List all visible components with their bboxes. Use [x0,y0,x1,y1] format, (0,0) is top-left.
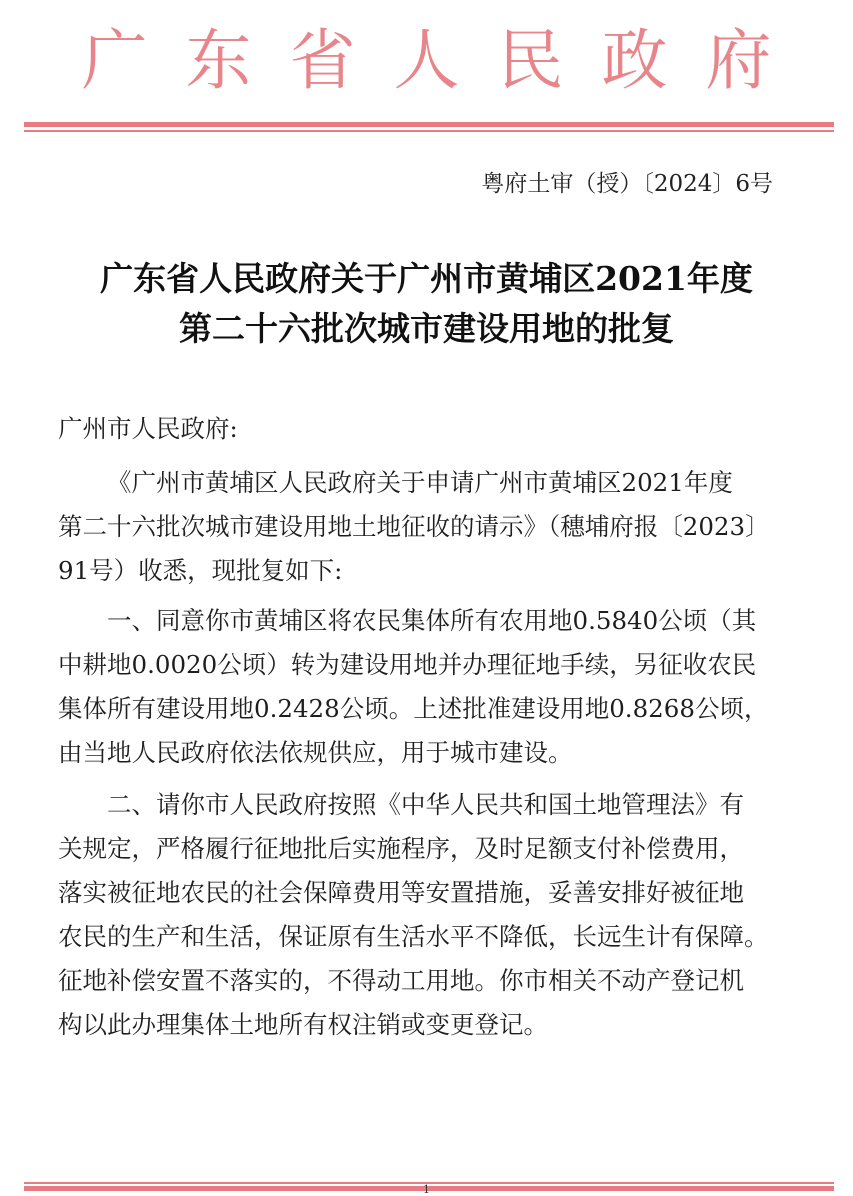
body-line: 由当地人民政府依法依规供应，用于城市建设。 [58,738,573,767]
document-title-line-2: 第二十六批次城市建设用地的批复 [179,309,674,348]
body-line: 关规定，严格履行征地批后实施程序，及时足额支付补偿费用， [58,834,744,863]
document-body [58,407,798,1047]
document-number: 粤府土审（授）〔2024〕6号 [481,171,773,197]
body-line: 农民的生产和生活，保证原有生活水平不降低，长远生计有保障。 [58,922,769,951]
body-line: 征地补偿安置不落实的，不得动工用地。你市相关不动产登记机 [58,966,744,995]
body-line: 二、请你市人民政府按照《中华人民共和国土地管理法》有 [107,790,744,819]
body-line: 落实被征地农民的社会保障费用等安置措施，妥善安排好被征地 [58,878,744,907]
body-line: 一、同意你市黄埔区将农民集体所有农用地0.5840公顷（其 [107,606,757,635]
header-rule-thick [24,122,834,127]
document-title-line-1: 广东省人民政府关于广州市黄埔区2021年度 [100,259,753,298]
body-line: 集体所有建设用地0.2428公顷。上述批准建设用地0.8268公顷， [58,694,769,723]
body-line: 91号）收悉，现批复如下: [58,556,343,585]
header-rule-thin [24,130,834,132]
body-line: 《广州市黄埔区人民政府关于申请广州市黄埔区2021年度 [107,468,733,497]
body-line: 中耕地0.0020公顷）转为建设用地并办理征地手续，另征收农民 [58,650,757,679]
body-line: 构以此办理集体土地所有权注销或变更登记。 [58,1010,548,1039]
issuer-header: 广东省人民政府 [81,22,810,99]
page-number: 1 [423,1183,430,1196]
recipient: 广州市人民政府: [58,414,238,443]
body-line: 第二十六批次城市建设用地土地征收的请示》（穗埔府报〔2023〕 [58,512,770,541]
document-title [0,254,853,354]
